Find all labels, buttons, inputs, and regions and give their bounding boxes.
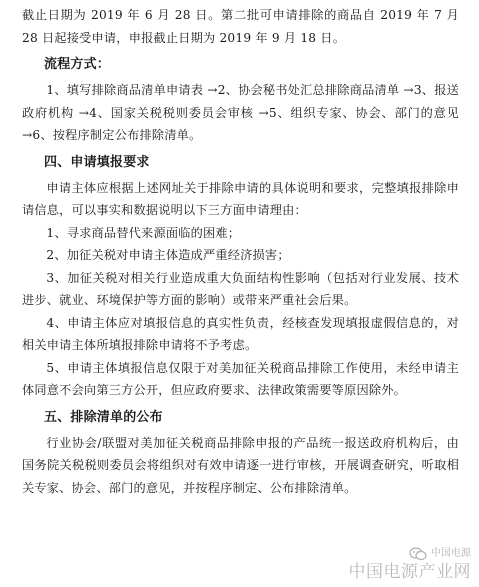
list-item-5: 5、申请主体填报信息仅限于对美加征关税商品排除工作使用，未经申请主体同意不会向第三方公开，但应政府要求、法律政策需要等原因除外。 xyxy=(22,360,459,397)
list-item-3: 3、加征关税对相关行业造成重大负面结构性影响（包括对行业发展、技术进步、就业、环境保护等方面的影响）或带来严重社会后果。 xyxy=(22,270,459,307)
flow-paragraph: 1、填写排除商品清单申请表 →2、协会秘书处汇总排除商品清单 →3、报送政府机构 →4、国家关税税则委员会审核 →5、组织专家、协会、部门的意见 →6、按程序制定公布排除清单。 xyxy=(22,83,459,142)
flow-heading: 流程方式： xyxy=(44,57,111,72)
section-5-heading: 五、排除清单的公布 xyxy=(44,409,163,425)
intro-paragraph: 截止日期为 2019 年 6 月 28 日。第二批可申请排除的商品自 2019 年 7 月 28 日起接受申请，申报截止日期为 2019 年 9 月 18 日。 xyxy=(22,8,459,45)
watermark-small-text: 中国电源 xyxy=(431,548,471,559)
section-5-paragraph: 行业协会/联盟对美加征关税商品排除申报的产品统一报送政府机构后，由国务院关税税则委员会将组织对有效申请逐一进行审核，开展调查研究，听取相关专家、协会、部门的意见，并按程序制定、公布排除清单。 xyxy=(22,435,459,495)
section-4-paragraph: 申请主体应根据上述网址关于排除申请的具体说明和要求，完整填报排除申请信息，可以事实和数据说明以下三方面申请理由： xyxy=(22,180,459,217)
watermark-large-text: 中国电源产业网 xyxy=(348,562,471,582)
list-item-4: 4、申请主体应对填报信息的真实性负责，经核查发现填报虚假信息的，对相关申请主体所填报排除申请将不予考虑。 xyxy=(22,315,459,352)
wechat-icon xyxy=(409,547,427,561)
section-4-heading: 四、申请填报要求 xyxy=(44,154,150,170)
list-item-1: 1、寻求商品替代来源面临的困难； xyxy=(46,225,241,240)
list-item-2: 2、加征关税对申请主体造成严重经济损害； xyxy=(46,248,290,262)
watermark xyxy=(349,547,472,583)
